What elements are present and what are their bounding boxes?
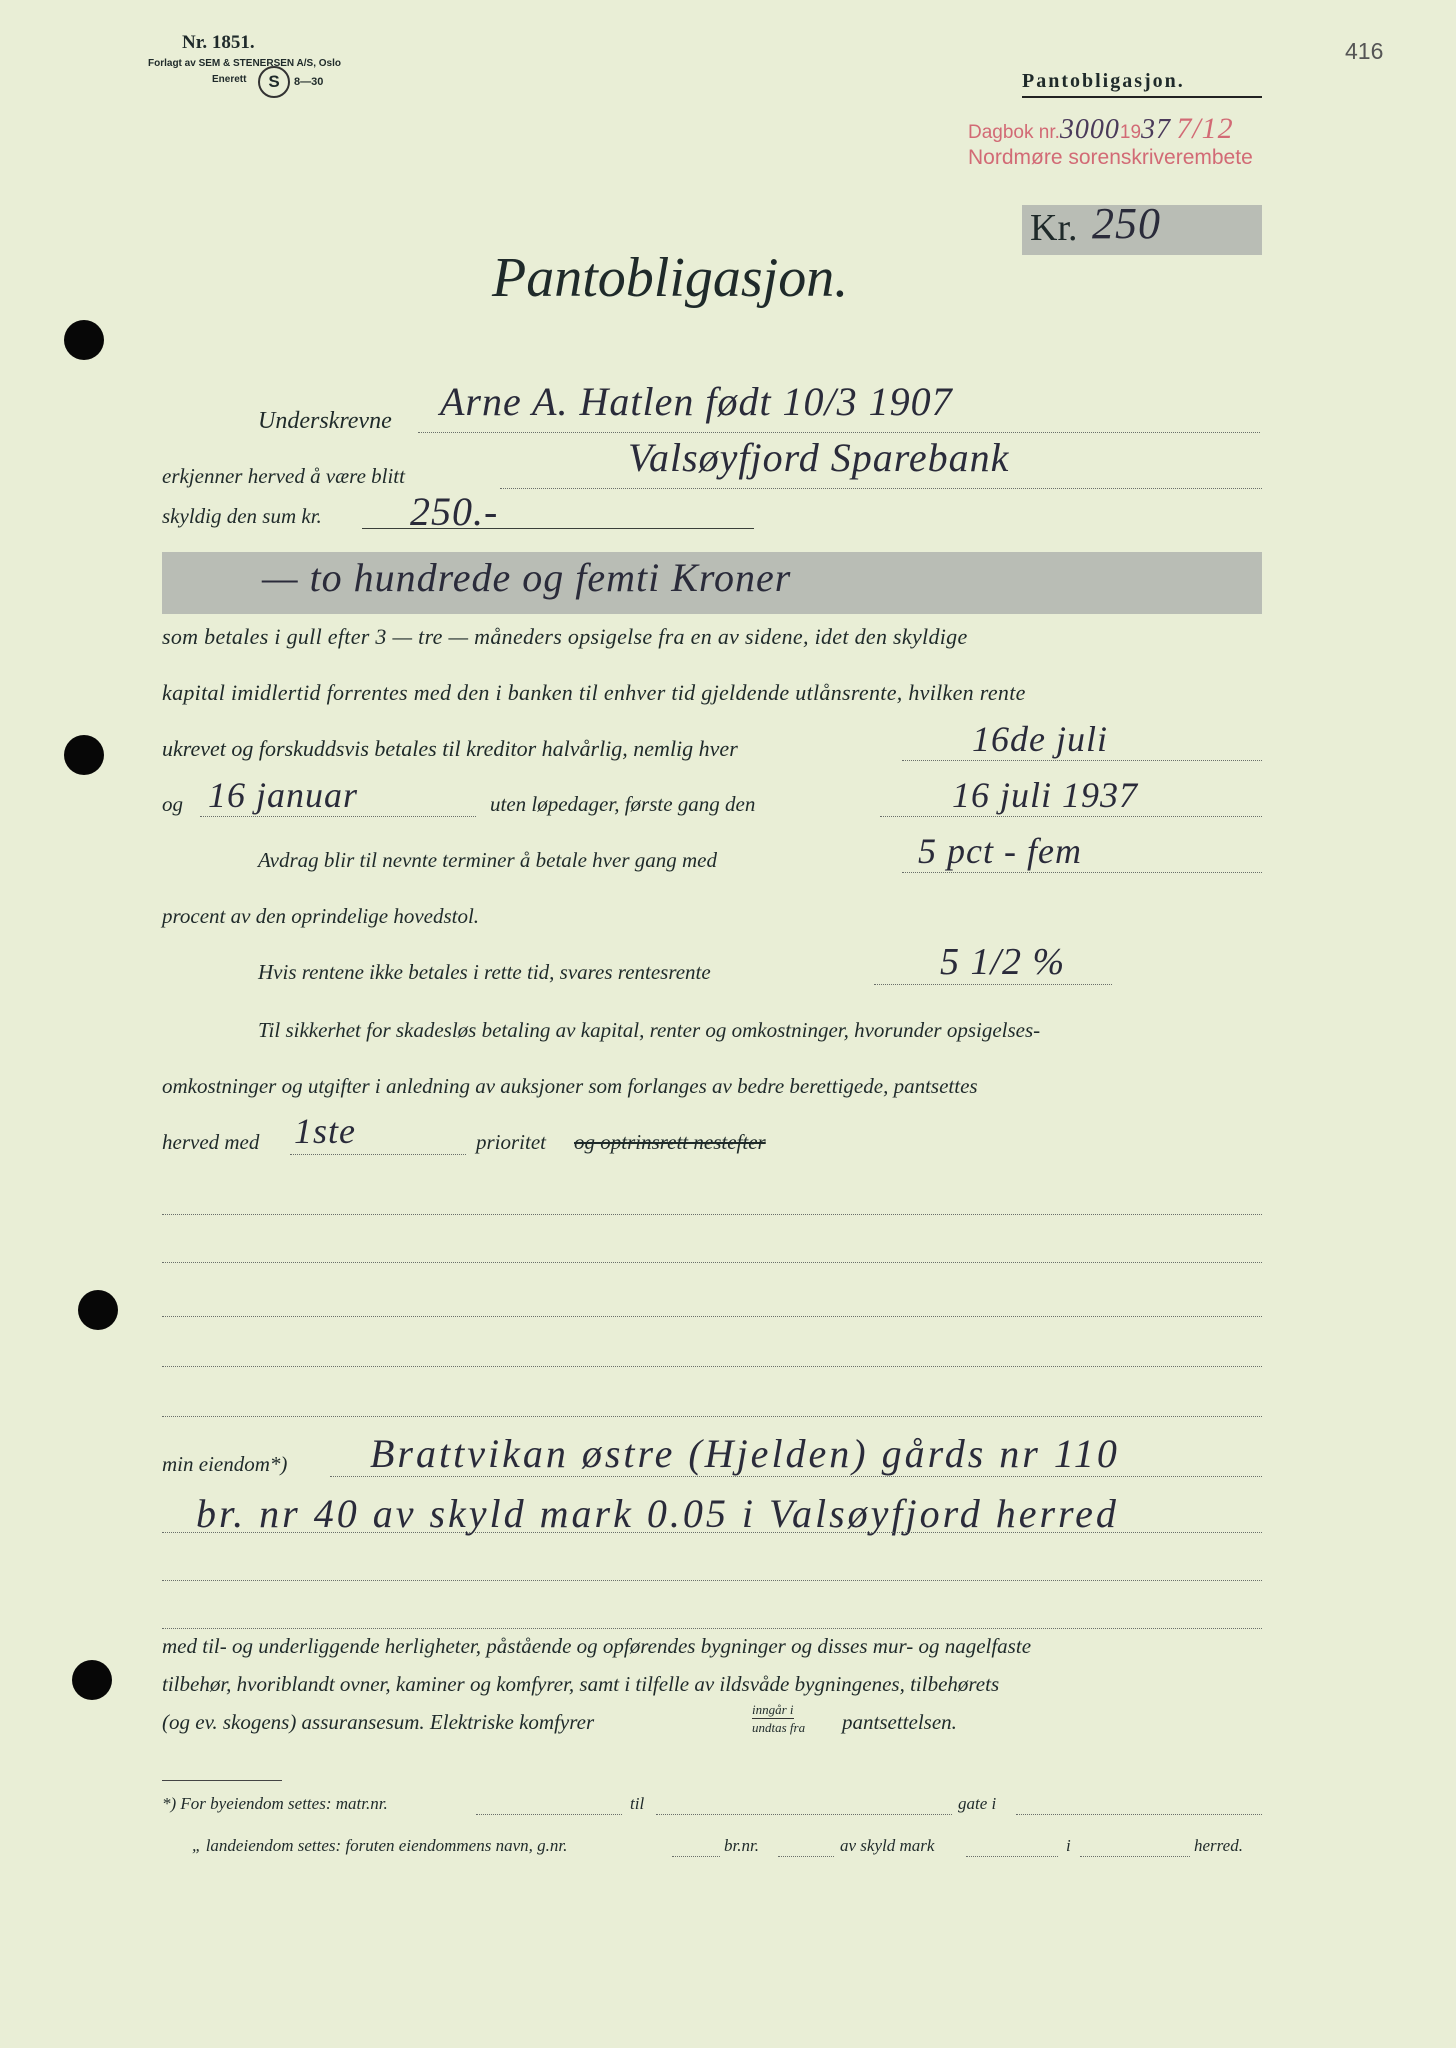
punch-hole xyxy=(64,735,104,775)
creditor-value: Valsøyfjord Sparebank xyxy=(628,435,1010,480)
property-line-2-rule xyxy=(162,1532,1262,1533)
footnote-2-d: i xyxy=(1066,1836,1071,1855)
blank-line xyxy=(162,1214,1262,1215)
footnote-2-e: herred. xyxy=(1194,1836,1243,1855)
body-line-5: Avdrag blir til nevnte terminer å betale hver gang med xyxy=(258,848,717,872)
footnote-1-b: til xyxy=(630,1794,645,1813)
dagbok-number: 3000 xyxy=(1059,114,1120,145)
payment-date-1: 16de juli xyxy=(972,719,1108,759)
body-line-4-mid: uten løpedager, første gang den xyxy=(490,792,756,816)
closing-line-1: med til- og underliggende herligheter, påstående og opførendes bygninger og disses mur- og nagelfaste xyxy=(162,1634,1032,1658)
page-title: Pantobligasjon. xyxy=(492,247,849,309)
penalty-rate-line xyxy=(874,984,1112,985)
office-stamp: Nordmøre sorenskriverembete xyxy=(968,146,1253,169)
form-number: Nr. 1851. xyxy=(182,32,255,53)
body-line-10-a: herved med xyxy=(162,1130,260,1154)
body-line-1: som betales i gull efter 3 — tre — måneders opsigelse fra en av sidene, idet den skyldige xyxy=(162,624,968,649)
footnote-1-line-a xyxy=(476,1814,622,1815)
fraction-bottom: undtas fra xyxy=(752,1720,806,1735)
footnote-1-line-b xyxy=(656,1814,952,1815)
blank-line xyxy=(162,1316,1262,1317)
payment-date-2-line xyxy=(200,816,476,817)
body-line-8: Til sikkerhet for skadesløs betaling av kapital, renter og omkostninger, hvorunder opsigelses- xyxy=(258,1018,1041,1042)
body-line-2: kapital imidlertid forrentes med den i banken til enhver tid gjeldende utlånsrente, hvilken rente xyxy=(162,680,1026,705)
closing-line-2: tilbehør, hvoriblandt ovner, kaminer og komfyrer, samt i tilfelle av ildsvåde bygningenes, tilbehørets xyxy=(162,1672,1000,1696)
footnote-2-line-a xyxy=(672,1856,720,1857)
body-line-6: procent av den oprindelige hovedstol. xyxy=(162,904,480,928)
blank-line xyxy=(162,1366,1262,1367)
punch-hole xyxy=(64,320,104,360)
footnote-2-line-b xyxy=(778,1856,834,1857)
sum-line xyxy=(362,528,754,529)
installment-line xyxy=(902,872,1262,873)
footnote-2-c: av skyld mark xyxy=(840,1836,935,1855)
first-payment-date: 16 juli 1937 xyxy=(952,775,1139,815)
fraction-top: inngår i xyxy=(752,1702,794,1717)
footnote-2-b: br.nr. xyxy=(724,1836,759,1855)
blank-line xyxy=(162,1580,1262,1581)
payment-date-2: 16 januar xyxy=(208,775,359,815)
dagbok-year: 37 xyxy=(1141,114,1172,145)
amount-value: 250 xyxy=(1092,199,1161,248)
property-line-2: br. nr 40 av skyld mark 0.05 i Valsøyfjord herred xyxy=(196,1491,1119,1536)
property-label: min eiendom*) xyxy=(162,1452,288,1476)
property-line-1-rule xyxy=(330,1476,1262,1477)
body-line-4-og: og xyxy=(162,792,183,816)
footnote-2-a: „ landeiendom settes: foruten eiendommens navn, g.nr. xyxy=(192,1836,568,1855)
undersigned-line xyxy=(418,432,1260,433)
doc-type-underline xyxy=(1022,96,1262,98)
footnote-1-c: gate i xyxy=(958,1794,997,1813)
amount-label: Kr. xyxy=(1030,207,1078,249)
publisher-line-2a: Enerett xyxy=(212,74,247,85)
first-payment-line xyxy=(880,816,1262,817)
blank-line xyxy=(162,1262,1262,1263)
footnote-1-line-c xyxy=(1016,1814,1262,1815)
punch-hole xyxy=(72,1660,112,1700)
priority-line xyxy=(290,1154,466,1155)
blank-line xyxy=(162,1628,1262,1629)
sum-value: 250.- xyxy=(410,489,499,534)
page-number: 416 xyxy=(1345,38,1384,64)
publisher-logo-icon: S xyxy=(258,66,290,98)
acknowledge-label: erkjenner herved å være blitt xyxy=(162,464,405,488)
closing-line-3-b: pantsettelsen. xyxy=(842,1710,957,1734)
owe-label: skyldig den sum kr. xyxy=(162,504,322,528)
payment-date-line xyxy=(902,760,1262,761)
publisher-line-2b: 8—30 xyxy=(294,76,324,88)
footnote-rule xyxy=(162,1780,282,1781)
dagbok-date: 7/12 xyxy=(1176,112,1234,145)
body-line-10-struck: og optrinsrett nestefter xyxy=(574,1130,766,1154)
blank-line xyxy=(162,1416,1262,1417)
property-line-1: Brattvikan østre (Hjelden) gårds nr 110 xyxy=(370,1431,1120,1476)
priority-value: 1ste xyxy=(294,1111,356,1151)
body-line-9: omkostninger og utgifter i anledning av auksjoner som forlanges av bedre berettigede, pantsettes xyxy=(162,1074,978,1098)
punch-hole xyxy=(78,1290,118,1330)
footnote-1-a: *) For byeiendom settes: matr.nr. xyxy=(162,1794,388,1813)
dagbok-year-prefix: 19 xyxy=(1119,122,1142,143)
undersigned-label: Underskrevne xyxy=(258,408,392,434)
creditor-line xyxy=(500,488,1262,489)
dagbok-stamp xyxy=(968,112,1234,146)
doc-type-header: Pantobligasjon. xyxy=(1022,70,1185,92)
undersigned-value: Arne A. Hatlen født 10/3 1907 xyxy=(440,379,953,424)
penalty-rate-value: 5 1/2 % xyxy=(940,941,1066,983)
closing-line-3-a: (og ev. skogens) assuransesum. Elektriske komfyrer xyxy=(162,1710,595,1734)
body-line-3: ukrevet og forskuddsvis betales til kreditor halvårlig, nemlig hver xyxy=(162,736,738,761)
sum-words: — to hundrede og femti Kroner xyxy=(262,555,792,600)
footnote-2-line-d xyxy=(1080,1856,1190,1857)
publisher-line: Forlagt av SEM & STENERSEN A/S, Oslo xyxy=(148,58,341,69)
body-line-10-b: prioritet xyxy=(476,1130,547,1154)
installment-value: 5 pct - fem xyxy=(918,831,1082,871)
body-line-7: Hvis rentene ikke betales i rette tid, svares rentesrente xyxy=(258,960,711,984)
footnote-2-line-c xyxy=(966,1856,1058,1857)
dagbok-label: Dagbok nr. xyxy=(968,122,1060,143)
